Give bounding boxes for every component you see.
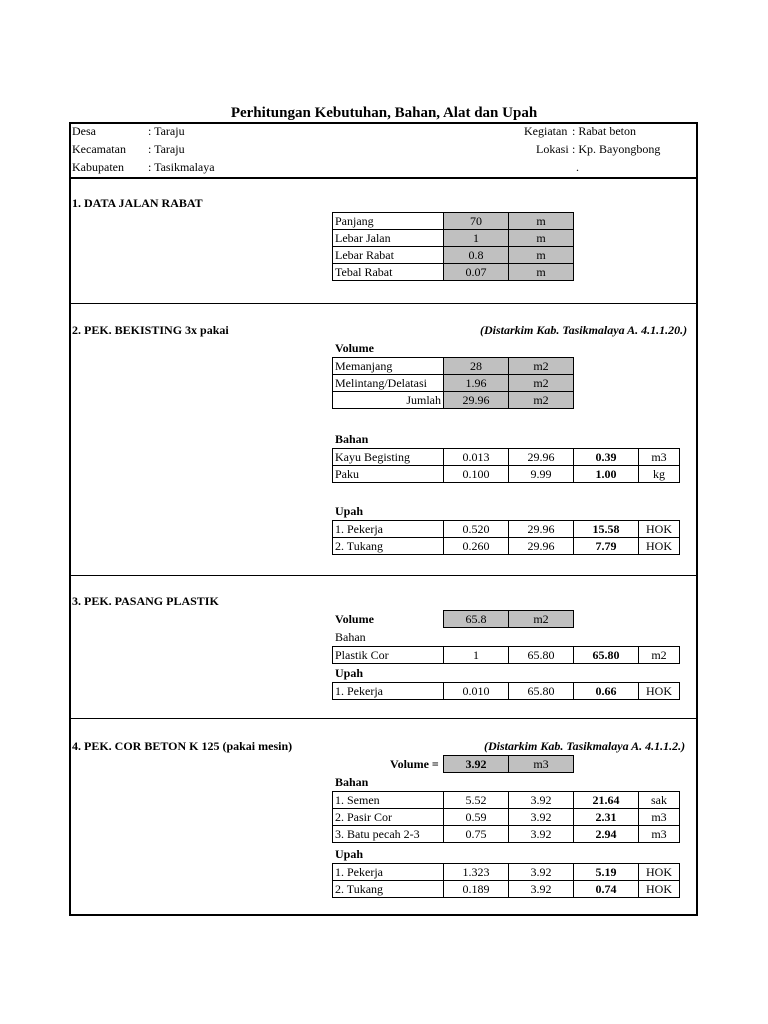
section-2-reference: (Distarkim Kab. Tasikmalaya A. 4.1.1.20.)	[480, 323, 688, 337]
table-row	[333, 521, 680, 538]
row-label: 1. Semen	[333, 792, 444, 809]
kecamatan-label: Kecamatan	[72, 142, 126, 156]
row-label: Lebar Rabat	[333, 247, 444, 264]
row-coef: 0.010	[444, 683, 509, 700]
row-unit: HOK	[639, 881, 680, 898]
data-jalan-table	[332, 212, 574, 281]
row-total: 0.66	[574, 683, 639, 700]
row-label: Melintang/Delatasi	[333, 375, 444, 392]
row-label: Lebar Jalan	[333, 230, 444, 247]
row-value: 1.96	[444, 375, 509, 392]
row-label: 2. Tukang	[333, 538, 444, 555]
row-value: 28	[444, 358, 509, 375]
row-coef: 0.59	[444, 809, 509, 826]
row-total: 65.80	[574, 647, 639, 664]
row-label: 3. Batu pecah 2-3	[333, 826, 444, 843]
row-unit: kg	[639, 466, 680, 483]
table-row	[444, 611, 574, 628]
volume-label: Volume =	[390, 757, 439, 771]
row-coef: 1	[444, 647, 509, 664]
table-row	[333, 466, 680, 483]
row-total: 0.74	[574, 881, 639, 898]
kecamatan-value: : Taraju	[148, 142, 185, 156]
kabupaten-label: Kabupaten	[72, 160, 124, 174]
bekisting-bahan-table	[332, 448, 680, 483]
cor-upah-table	[332, 863, 680, 898]
volume-value: 65.8	[444, 611, 509, 628]
table-row	[333, 792, 680, 809]
row-label: Paku	[333, 466, 444, 483]
row-label: 2. Tukang	[333, 881, 444, 898]
row-qty: 3.92	[509, 864, 574, 881]
cor-bahan-table	[332, 791, 680, 843]
row-coef: 0.520	[444, 521, 509, 538]
table-row	[444, 756, 574, 773]
row-unit: m3	[639, 809, 680, 826]
row-label: Panjang	[333, 213, 444, 230]
cor-volume-table	[443, 755, 574, 773]
row-unit: m	[509, 213, 574, 230]
bahan-label: Bahan	[335, 775, 369, 789]
table-row	[333, 247, 574, 264]
row-value: 0.07	[444, 264, 509, 281]
bekisting-upah-table	[332, 520, 680, 555]
bahan-label: Bahan	[335, 630, 366, 644]
divider	[69, 303, 698, 304]
row-unit: sak	[639, 792, 680, 809]
table-row	[333, 375, 574, 392]
table-row	[333, 809, 680, 826]
upah-label: Upah	[335, 504, 364, 518]
row-value: 70	[444, 213, 509, 230]
row-unit: HOK	[639, 521, 680, 538]
divider	[69, 177, 698, 179]
volume-unit: m3	[509, 756, 574, 773]
row-unit: m2	[509, 358, 574, 375]
row-unit: m3	[639, 449, 680, 466]
row-qty: 3.92	[509, 881, 574, 898]
row-unit: m	[509, 230, 574, 247]
volume-value: 3.92	[444, 756, 509, 773]
row-coef: 0.189	[444, 881, 509, 898]
section-1-heading: 1. DATA JALAN RABAT	[72, 196, 203, 210]
upah-label: Upah	[335, 847, 364, 861]
table-row	[333, 881, 680, 898]
row-label: Plastik Cor	[333, 647, 444, 664]
lokasi-value: : Kp. Bayongbong	[572, 142, 661, 156]
bahan-label: Bahan	[335, 432, 369, 446]
row-total: 1.00	[574, 466, 639, 483]
table-row	[333, 538, 680, 555]
desa-value: : Taraju	[148, 124, 185, 138]
row-qty: 3.92	[509, 809, 574, 826]
row-unit: HOK	[639, 538, 680, 555]
row-qty: 29.96	[509, 538, 574, 555]
row-unit: m3	[639, 826, 680, 843]
row-label: Tebal Rabat	[333, 264, 444, 281]
header-dot: .	[576, 160, 579, 174]
document-title: Perhitungan Kebutuhan, Bahan, Alat dan Upah	[230, 105, 538, 121]
section-3-heading: 3. PEK. PASANG PLASTIK	[72, 594, 219, 608]
kegiatan-value: : Rabat beton	[572, 124, 636, 138]
bekisting-volume-table	[332, 357, 574, 409]
divider	[69, 575, 698, 576]
table-row	[333, 230, 574, 247]
row-value: 0.8	[444, 247, 509, 264]
volume-unit: m2	[509, 611, 574, 628]
row-coef: 0.75	[444, 826, 509, 843]
table-row	[333, 826, 680, 843]
row-total: 2.31	[574, 809, 639, 826]
row-label: 1. Pekerja	[333, 683, 444, 700]
table-row	[333, 647, 680, 664]
section-4-heading: 4. PEK. COR BETON K 125 (pakai mesin)	[72, 739, 293, 753]
table-row	[333, 864, 680, 881]
row-qty: 29.96	[509, 521, 574, 538]
row-label: Kayu Begisting	[333, 449, 444, 466]
row-unit: m2	[639, 647, 680, 664]
kabupaten-value: : Tasikmalaya	[148, 160, 215, 174]
row-unit: m2	[509, 375, 574, 392]
plastik-bahan-table	[332, 646, 680, 664]
row-label: 1. Pekerja	[333, 864, 444, 881]
row-coef: 0.260	[444, 538, 509, 555]
table-row	[333, 392, 574, 409]
table-row	[333, 213, 574, 230]
row-value: 1	[444, 230, 509, 247]
row-total: 5.19	[574, 864, 639, 881]
row-coef: 1.323	[444, 864, 509, 881]
row-coef: 0.013	[444, 449, 509, 466]
divider	[69, 718, 698, 719]
row-total: 2.94	[574, 826, 639, 843]
plastik-volume-table	[443, 610, 574, 628]
upah-label: Upah	[335, 666, 364, 680]
row-qty: 65.80	[509, 647, 574, 664]
row-unit: HOK	[639, 683, 680, 700]
row-label: Jumlah	[333, 392, 444, 409]
row-coef: 5.52	[444, 792, 509, 809]
row-qty: 9.99	[509, 466, 574, 483]
section-4-reference: (Distarkim Kab. Tasikmalaya A. 4.1.1.2.)	[484, 739, 686, 753]
row-unit: m2	[509, 392, 574, 409]
volume-label: Volume	[335, 612, 374, 626]
volume-label: Volume	[335, 341, 374, 355]
table-row	[333, 264, 574, 281]
table-row	[333, 358, 574, 375]
row-qty: 3.92	[509, 792, 574, 809]
row-unit: HOK	[639, 864, 680, 881]
row-qty: 29.96	[509, 449, 574, 466]
row-label: 1. Pekerja	[333, 521, 444, 538]
row-total: 15.58	[574, 521, 639, 538]
row-value: 29.96	[444, 392, 509, 409]
desa-label: Desa	[72, 124, 96, 138]
kegiatan-label: Kegiatan	[524, 124, 568, 138]
table-row	[333, 449, 680, 466]
row-unit: m	[509, 264, 574, 281]
plastik-upah-table	[332, 682, 680, 700]
row-total: 0.39	[574, 449, 639, 466]
row-label: Memanjang	[333, 358, 444, 375]
row-qty: 3.92	[509, 826, 574, 843]
section-2-heading: 2. PEK. BEKISTING 3x pakai	[72, 323, 229, 337]
table-row	[333, 683, 680, 700]
row-label: 2. Pasir Cor	[333, 809, 444, 826]
row-qty: 65.80	[509, 683, 574, 700]
row-unit: m	[509, 247, 574, 264]
row-total: 21.64	[574, 792, 639, 809]
row-coef: 0.100	[444, 466, 509, 483]
row-total: 7.79	[574, 538, 639, 555]
lokasi-label: Lokasi	[536, 142, 569, 156]
